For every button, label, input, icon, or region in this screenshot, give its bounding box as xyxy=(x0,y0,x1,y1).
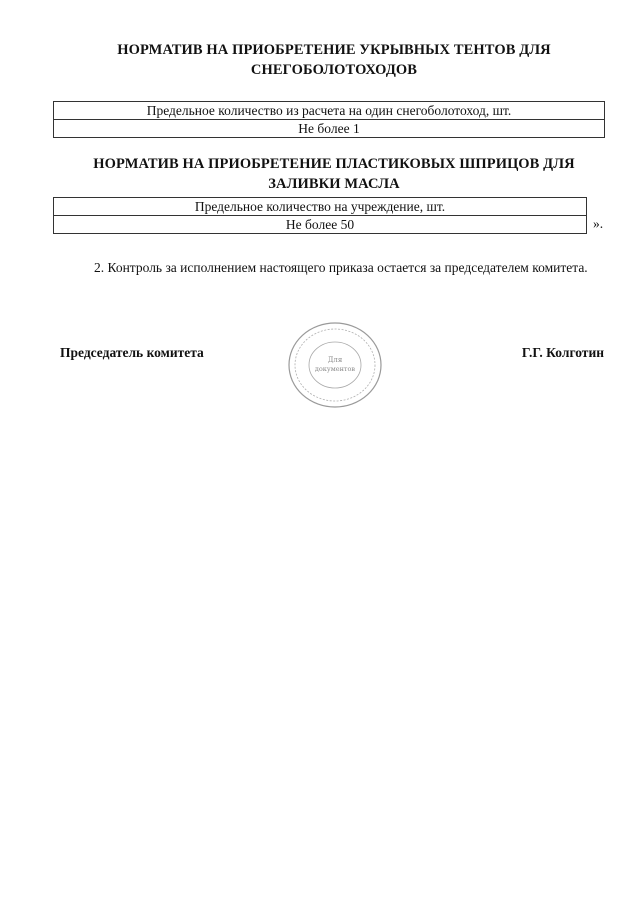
section-2-heading-line2: ЗАЛИВКИ МАСЛА xyxy=(268,176,400,192)
section-2-table xyxy=(53,197,587,234)
stamp-text-line1: Для xyxy=(327,356,343,364)
section-1-heading-line1: НОРМАТИВ НА ПРИОБРЕТЕНИЕ УКРЫВНЫХ ТЕНТОВ ДЛЯ xyxy=(117,42,551,58)
section-2-heading-line1: НОРМАТИВ НА ПРИОБРЕТЕНИЕ ПЛАСТИКОВЫХ ШПРИЦОВ ДЛЯ xyxy=(93,156,575,172)
section-1-heading-line2: СНЕГОБОЛОТОХОДОВ xyxy=(250,62,418,78)
section-1-table-header: Предельное количество из расчета на один снегоболотоход, шт. xyxy=(54,102,605,120)
section-2-table-header: Предельное количество на учреждение, шт. xyxy=(54,198,587,216)
table-row xyxy=(54,120,605,138)
stamp-seal-icon xyxy=(285,320,385,410)
signature-name: Г.Г. Колготин xyxy=(521,345,604,360)
section-1-table xyxy=(53,101,605,138)
closing-quote: ». xyxy=(593,216,604,231)
table-row xyxy=(54,102,605,120)
signature-position: Председатель комитета xyxy=(60,345,204,360)
section-2-table-value: Не более 50 xyxy=(54,216,587,234)
table-row xyxy=(54,198,587,216)
table-row xyxy=(54,216,587,234)
stamp-text-line2: документов xyxy=(314,365,356,373)
section-1-heading xyxy=(60,40,608,80)
section-2-heading xyxy=(60,154,608,194)
section-1-table-value: Не более 1 xyxy=(54,120,605,138)
paragraph-control: 2. Контроль за исполнением настоящего приказа остается за председателем комитета. xyxy=(94,260,588,275)
